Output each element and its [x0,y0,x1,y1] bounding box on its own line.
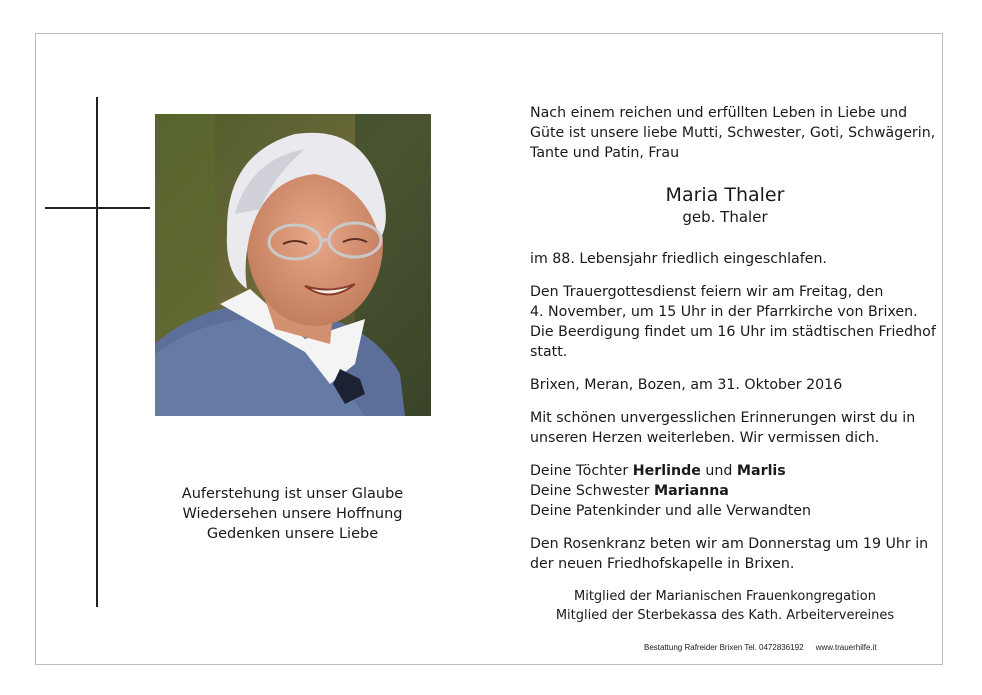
service-info [530,282,936,362]
intro-line: Tante und Patin, Frau [530,145,680,161]
portrait-photo [155,114,431,416]
cross-icon-vertical [96,97,98,607]
service-line: statt. [530,344,568,360]
service-line: 4. November, um 15 Uhr in der Pfarrkirche von Brixen. [530,304,918,320]
sister-name: Marianna [653,483,729,499]
birth-name: geb. Thaler [682,208,768,226]
portrait-image [155,114,431,416]
place-date: Brixen, Meran, Bozen, am 31. Oktober 2016 [530,377,843,393]
membership-line: Mitglied der Sterbekassa des Kath. Arbeitervereines [555,608,895,623]
intro [530,103,936,163]
website-link[interactable]: www.trauerhilfe.it [815,643,877,652]
family-list [530,461,920,521]
memory-line: Mit schönen unvergesslichen Erinnerungen wirst du in [530,410,916,426]
name-block [530,183,920,227]
and-text: und [700,463,737,479]
undertaker-info: Bestattung Rafreider Brixen Tel. 0472836192 [644,643,804,652]
memberships [530,587,920,625]
cross-icon-horizontal [45,207,150,209]
passed-text: im 88. Lebensjahr friedlich eingeschlafen. [530,251,827,267]
verse-line: Wiedersehen unsere Hoffnung [182,506,403,522]
obituary-text [530,103,936,625]
footer [644,642,877,654]
sister-prefix: Deine Schwester [530,483,654,499]
daughters-prefix: Deine Töchter [530,463,633,479]
deceased-name: Maria Thaler [665,184,785,206]
rosary-info [530,534,929,574]
service-line: Die Beerdigung findet um 16 Uhr im städtischen Friedhof [530,324,936,340]
membership-line: Mitglied der Marianischen Frauenkongregation [573,589,876,604]
intro-line: Nach einem reichen und erfüllten Leben in Liebe und [530,105,908,121]
rosary-line: der neuen Friedhofskapelle in Brixen. [530,556,795,572]
rosary-line: Den Rosenkranz beten wir am Donnerstag um 19 Uhr in [530,536,929,552]
verse-line: Gedenken unsere Liebe [206,526,379,542]
daughter-name: Marlis [736,463,786,479]
verse [160,484,425,544]
verse-line: Auferstehung ist unser Glaube [181,486,404,502]
service-line: Den Trauergottesdienst feiern wir am Freitag, den [530,284,884,300]
others-line: Deine Patenkinder und alle Verwandten [530,503,812,519]
intro-line: Güte ist unsere liebe Mutti, Schwester, Goti, Schwägerin, [530,125,936,141]
daughters-line [530,461,920,481]
memory-line: unseren Herzen weiterleben. Wir vermissen dich. [530,430,880,446]
memory-text [530,408,920,448]
sister-line [530,481,920,501]
daughter-name: Herlinde [632,463,701,479]
